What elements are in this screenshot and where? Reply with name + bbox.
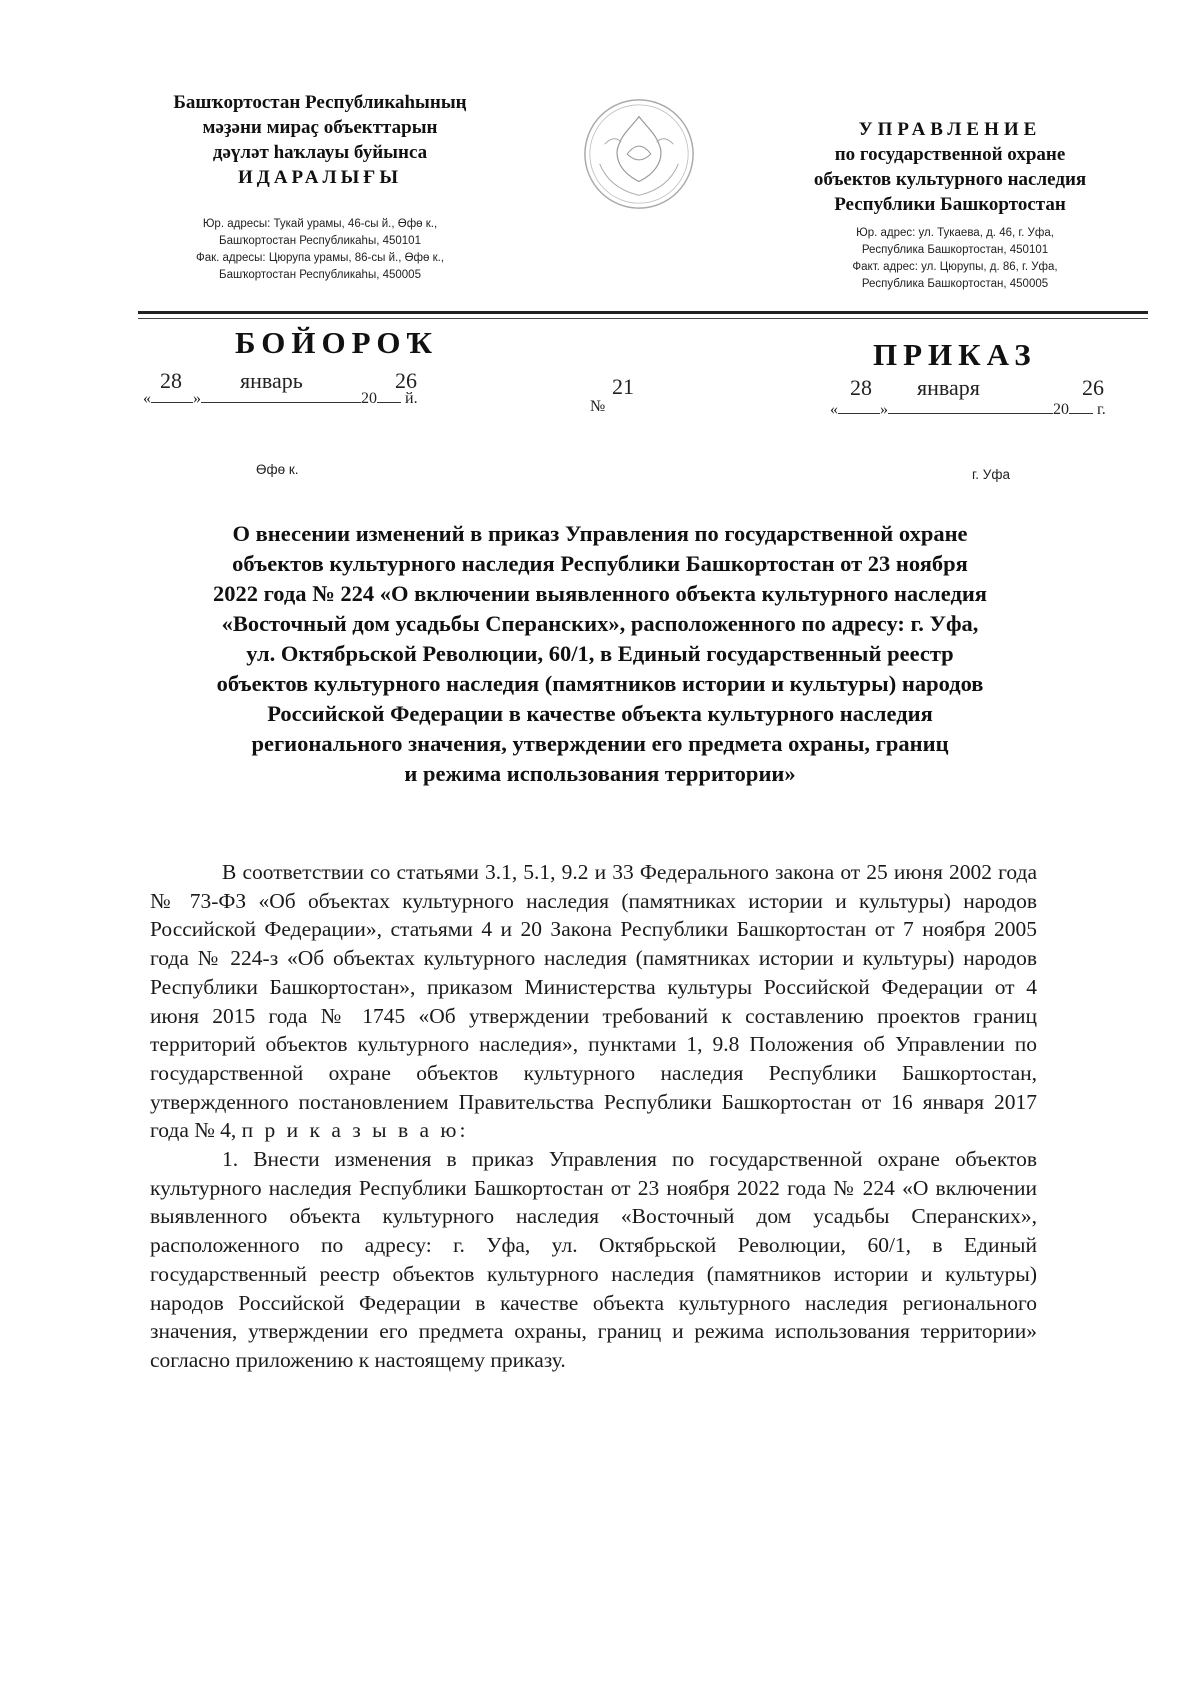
- right-month-underline: [888, 412, 1053, 414]
- right-day-underline: [838, 412, 880, 414]
- document-title: [150, 519, 1050, 789]
- left-day: 28: [160, 368, 182, 393]
- left-header: [150, 90, 490, 190]
- right-year-unit: г.: [1097, 401, 1106, 418]
- title-line: 2022 года № 224 «О включении выявленного объекта культурного наследия: [213, 581, 987, 606]
- left-year-suffix: 26: [395, 368, 417, 393]
- title-line: объектов культурного наследия (памятников истории и культуры) народов: [216, 671, 984, 696]
- left-date-line: [143, 390, 418, 408]
- right-org-line: по государственной охране: [834, 144, 1066, 165]
- title-line: «Восточный дом усадьбы Сперанских», расположенного по адресу: г. Уфа,: [221, 611, 979, 636]
- right-header: [750, 117, 1150, 217]
- right-open-quote: «: [830, 401, 838, 418]
- left-doc-type: БОЙОРОҠ: [235, 325, 439, 360]
- left-address-line: Башҡортостан Республикаһы, 450005: [219, 269, 421, 281]
- left-month: январь: [240, 368, 303, 393]
- header-divider-thin: [138, 318, 1148, 319]
- title-line: объектов культурного наследия Республики Башкортостан от 23 ноября: [232, 551, 968, 576]
- clause-1-paragraph: 1. Внести изменения в приказ Управления по государственной охране объектов культурного наследия Республики Башкортостан от 23 ноября 2022 года № 224 «О включении выявленного объекта культурного наследия «Восточный дом усадьбы Сперанских», расположенного по адресу: г. Уфа, ул. Октябрьской Революции, 60/1, в Единый государственный реестр объектов культурного наследия (памятников истории и культуры) народов Российской Федерации в качестве объекта культурного наследия регионального значения, утверждении его предмета охраны, границ и режима использования территории» согласно приложению к настоящему приказу.: [150, 1147, 1037, 1372]
- left-org-name: ИДАРАЛЫҒЫ: [237, 167, 403, 188]
- right-org-name: УПРАВЛЕНИЕ: [858, 119, 1042, 140]
- right-org-line: Республики Башкортостан: [834, 194, 1066, 215]
- left-year-prefix: 20: [361, 390, 377, 407]
- preamble-text: В соответствии со статьями 3.1, 5.1, 9.2 и 33 Федерального закона от 25 июня 2002 года № 73-ФЗ «Об объектах культурного наследия (памятниках истории и культуры) народов Российской Федерации», статьями 4 и 20 Закона Республики Башкортостан от 7 ноября 2005 года № 224-з «Об объектах культурного наследия (памятниках истории и культуры) народов Республики Башкортостан», приказом Министерства культуры Российской Федерации от 4 июня 2015 года № 1745 «Об утверждении требований к составлению проектов границ территорий объектов культурного наследия», пунктами 1, 9.8 Положения об Управлении по государственной охране объектов культурного наследия Республики Башкортостан, утвержденного постановлением Правительства Республики Башкортостан от 16 января 2017 года № 4,: [150, 860, 1037, 1143]
- document-body: [150, 858, 1037, 1375]
- left-address-line: Башҡортостан Республикаһы, 450101: [219, 235, 421, 247]
- left-org-line: мәҙәни мираҫ объекттарын: [202, 117, 438, 138]
- left-org-line: дәүләт һаҡлауы буйынса: [212, 142, 428, 163]
- right-day: 28: [850, 375, 872, 400]
- right-close-quote: »: [880, 401, 888, 418]
- left-year-underline: [377, 401, 401, 403]
- title-line: О внесении изменений в приказ Управления по государственной охране: [232, 521, 968, 546]
- right-doc-type: ПРИКАЗ: [873, 337, 1037, 372]
- left-address-line: Юр. адресы: Тукай урамы, 46-сы й., Өфө к.,: [202, 218, 438, 230]
- left-open-quote: «: [143, 390, 151, 407]
- left-address-line: Фак. адресы: Цюрупа урамы, 86-сы й., Өфө к.,: [195, 252, 445, 264]
- left-month-underline: [201, 401, 361, 403]
- right-address: [800, 225, 1110, 293]
- left-city: Өфө к.: [256, 462, 299, 477]
- left-address: [160, 216, 480, 284]
- preamble-paragraph: [150, 858, 1037, 1145]
- right-date-line: [830, 401, 1106, 419]
- header-divider: [138, 311, 1148, 314]
- left-close-quote: »: [193, 390, 201, 407]
- right-year-suffix: 26: [1082, 375, 1104, 400]
- title-line: Российской Федерации в качестве объекта культурного наследия: [267, 701, 933, 726]
- title-line: регионального значения, утверждении его предмета охраны, границ: [251, 731, 949, 756]
- right-year-prefix: 20: [1053, 401, 1069, 418]
- right-year-underline: [1069, 412, 1093, 414]
- doc-number-sign: №: [590, 398, 606, 415]
- title-line: ул. Октябрьской Революции, 60/1, в Единый государственный реестр: [246, 641, 954, 666]
- doc-number-value: 21: [612, 374, 634, 399]
- state-emblem-icon: [580, 95, 698, 213]
- right-city: г. Уфа: [972, 467, 1010, 482]
- right-address-line: Факт. адрес: ул. Цюрупы, д. 86, г. Уфа,: [852, 261, 1058, 273]
- left-day-underline: [151, 401, 193, 403]
- left-org-line: Башҡортостан Республикаһының: [173, 92, 467, 113]
- right-org-line: объектов культурного наследия: [813, 169, 1087, 190]
- right-address-line: Республика Башкортостан, 450101: [861, 244, 1049, 256]
- right-month: января: [917, 375, 980, 400]
- right-address-line: Республика Башкортостан, 450005: [861, 278, 1049, 290]
- order-word: п р и к а з ы в а ю:: [241, 1118, 469, 1143]
- title-line: и режима использования территории»: [404, 761, 796, 786]
- right-address-line: Юр. адрес: ул. Тукаева, д. 46, г. Уфа,: [856, 227, 1054, 239]
- left-year-unit: й.: [405, 390, 418, 407]
